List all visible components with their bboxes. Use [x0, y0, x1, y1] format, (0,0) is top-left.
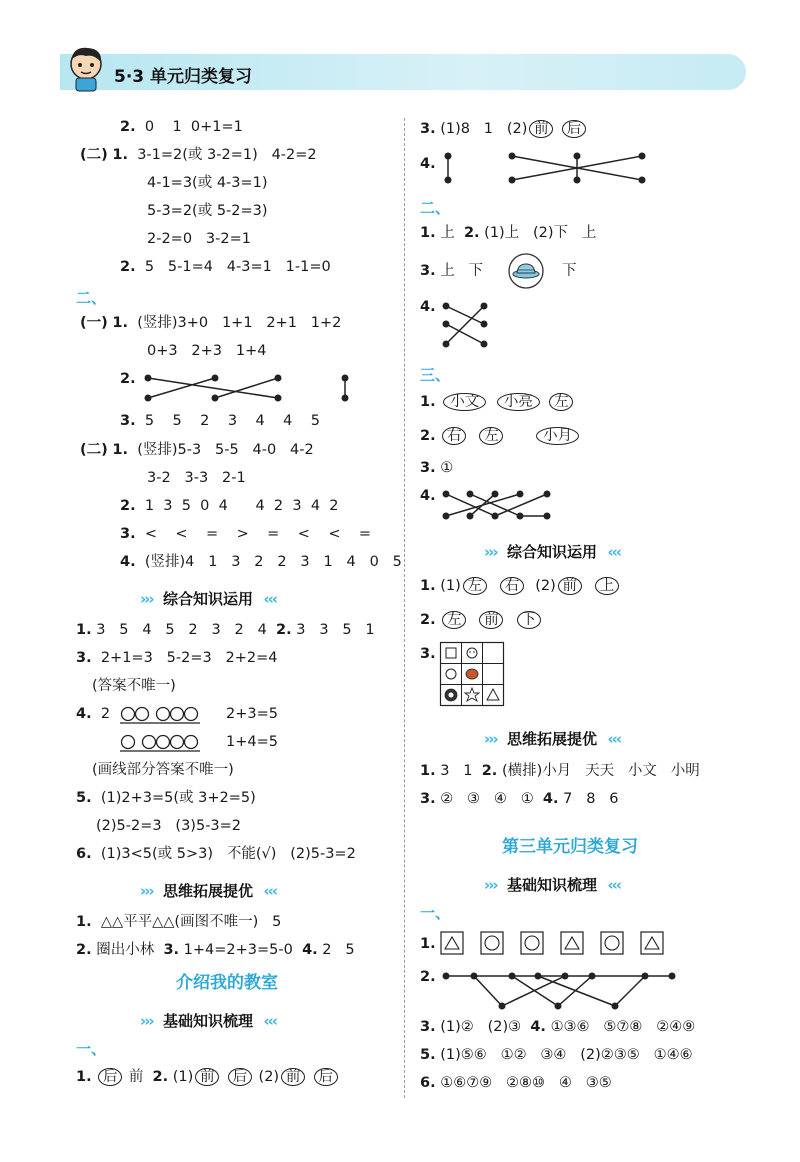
answer-text: ①⑥⑦⑨ ②⑧⑩ ④ ③⑤	[440, 1075, 612, 1091]
circled-answer: 前	[195, 1068, 219, 1086]
answer-text: ② ③ ④ ①	[440, 791, 534, 807]
num-label: 1.	[112, 442, 128, 458]
answer-text: 3 3 5 1	[296, 622, 375, 638]
item-1-line	[76, 621, 375, 639]
answer-text: (1)2+3=5(或 3+2=5)	[100, 790, 256, 806]
answer-text: 上	[440, 225, 455, 241]
arrow-left-icon: ‹‹‹	[263, 590, 277, 608]
num-label: 2.	[463, 225, 480, 241]
circled-answer: 后	[98, 1068, 122, 1086]
answer-text: 0 1 0+1=1	[144, 119, 243, 135]
banner-title: 基础知识梳理	[163, 1012, 254, 1030]
item-6-line	[76, 845, 356, 863]
circled-answer: 左	[549, 393, 573, 411]
num-label: 1.	[76, 914, 92, 930]
circled-answer: 下	[517, 611, 541, 629]
matching-lines-diagram	[140, 368, 360, 408]
item-yi-1	[80, 314, 341, 332]
item-3-line	[76, 649, 278, 667]
arrow-right-icon: ›››	[484, 876, 497, 894]
num-label: 4.	[120, 554, 136, 570]
answer-text: (2)5-2=3 (3)5-3=2	[96, 818, 242, 834]
answer-text: 1+4=2+3=5-0	[183, 942, 293, 958]
num-label: 2.	[120, 119, 136, 135]
circled-answer: 小亮	[497, 393, 540, 411]
num-label: 3.	[163, 942, 180, 958]
num-label: 2.	[76, 942, 92, 958]
circled-answer: 前	[529, 120, 553, 138]
circled-answer: 前	[558, 577, 582, 595]
arrow-left-icon: ‹‹‹	[607, 730, 621, 748]
item-3-line	[120, 525, 371, 543]
answer-text: (1)8 1 (2)	[440, 121, 528, 137]
item-2-line	[420, 427, 582, 445]
answer-text: 4-1=3(或 4-3=1)	[147, 175, 268, 191]
num-label: 1.	[76, 622, 92, 638]
banner-title: 综合知识运用	[507, 543, 598, 561]
item-3-line	[420, 645, 436, 663]
banner-title: 综合知识运用	[163, 590, 254, 608]
answer-text: 3 1	[440, 763, 473, 779]
circled-answer: 前	[479, 611, 503, 629]
num-label: 4.	[420, 156, 436, 172]
item-1-line	[420, 224, 596, 242]
num-label: 6.	[420, 1075, 436, 1091]
item-4-line	[420, 487, 436, 505]
num-label: 1.	[420, 225, 436, 241]
arrow-right-icon: ›››	[140, 590, 153, 608]
item-4-line	[120, 553, 402, 571]
item-3-line	[120, 412, 320, 430]
answer-text: 3 5 4 5 2 3 2 4	[96, 622, 267, 638]
mascot-icon	[64, 44, 108, 92]
circled-answer: 左	[463, 577, 487, 595]
num-label: 1.	[420, 936, 436, 952]
answer-text: 2+3=5	[226, 706, 278, 722]
answer-text: 5-3=2(或 5-2=3)	[147, 203, 268, 219]
answer-text: 上 下	[440, 263, 484, 279]
banner-title: 思维拓展提优	[163, 882, 254, 900]
num-label: 4.	[420, 299, 436, 315]
subsection-title: (二)	[80, 442, 108, 458]
subsection-title: (二)	[80, 147, 108, 163]
num-label: 3.	[120, 526, 136, 542]
num-label: 2.	[276, 622, 292, 638]
answer-text: 前	[128, 1069, 144, 1085]
arrow-right-icon: ›››	[140, 1012, 153, 1030]
item-2-line	[120, 497, 338, 515]
banner-basic	[484, 874, 620, 895]
num-label: 5.	[76, 790, 92, 806]
matching-lines-diagram	[440, 150, 660, 190]
circled-answer: 左	[442, 611, 466, 629]
num-label: 2.	[152, 1069, 169, 1085]
item-4-line	[76, 705, 110, 723]
item-5-line	[76, 789, 256, 807]
answer-text: 5 5-1=4 4-3=1 1-1=0	[144, 259, 331, 275]
answer-text: (2)	[535, 578, 556, 594]
answer-text: 5 5 2 3 4 4 5	[144, 413, 321, 429]
answer-text: (竖排)5-3 5-5 4-0 4-2	[137, 442, 314, 458]
answer-text: (竖排)3+0 1+1 2+1 1+2	[137, 315, 342, 331]
num-label: 1.	[76, 1069, 92, 1085]
circled-answer: 前	[281, 1068, 305, 1086]
num-label: 2.	[481, 763, 498, 779]
num-label: 3.	[420, 1019, 436, 1035]
matching-lines-diagram	[440, 968, 680, 1014]
num-label: 5.	[420, 1047, 436, 1063]
circled-answer: 右	[442, 427, 466, 445]
item-4-line	[420, 298, 436, 316]
answer-text: 2	[100, 706, 111, 722]
num-label: 3.	[420, 791, 436, 807]
num-label: 2.	[420, 969, 436, 985]
answer-text: (1)	[172, 1069, 194, 1085]
num-label: 2.	[120, 498, 136, 514]
answer-note: (答案不唯一)	[92, 678, 176, 694]
item-2-line	[420, 968, 436, 986]
circled-answer: 后	[228, 1068, 252, 1086]
banner-comprehensive	[484, 541, 620, 562]
num-label: 1.	[420, 763, 436, 779]
num-label: 3.	[420, 460, 436, 476]
column-divider	[404, 118, 405, 1098]
num-label: 3.	[420, 121, 436, 137]
answer-text: (1)② (2)③	[440, 1019, 522, 1035]
arrow-right-icon: ›››	[484, 730, 497, 748]
hat-icon	[507, 252, 545, 290]
answer-text: ①	[440, 460, 454, 476]
section-two-title: 二、	[76, 289, 107, 307]
header-title: 5·3 单元归类复习	[114, 67, 253, 87]
answer-text: 3-1=2(或 3-2=1) 4-2=2	[137, 147, 317, 163]
item-5-line	[420, 1046, 693, 1064]
item-1-line	[76, 913, 281, 931]
answer-text: (1)3<5(或 5>3) 不能(√) (2)5-3=2	[100, 846, 356, 862]
answer-text: 3-2 3-3 2-1	[147, 470, 246, 486]
item-6-line	[420, 1074, 612, 1092]
section-one-title: 一、	[76, 1040, 107, 1058]
num-label: 3.	[420, 263, 436, 279]
item-1-line	[420, 577, 621, 595]
num-label: 3.	[76, 650, 92, 666]
item-2-line	[76, 941, 355, 959]
answer-text: (1)	[440, 578, 461, 594]
num-label: 2.	[120, 259, 136, 275]
answer-text: (横排)小月 天天 小文 小明	[501, 763, 700, 779]
section-two-title: 二、	[420, 199, 451, 217]
circled-answer: 上	[595, 577, 619, 595]
lesson-title: 介绍我的教室	[176, 973, 278, 993]
item-3-line	[420, 120, 588, 138]
circled-answer: 小文	[443, 393, 486, 411]
item-1-line	[76, 1068, 340, 1086]
answer-text: < < = > = < < =	[144, 526, 372, 542]
circled-answer: 后	[314, 1068, 338, 1086]
num-label: 1.	[420, 578, 436, 594]
num-label: 4.	[76, 706, 92, 722]
num-label: 4.	[420, 488, 436, 504]
unit-title: 第三单元归类复习	[502, 837, 638, 857]
item-2-line	[120, 118, 243, 136]
answer-text: 下	[562, 263, 577, 279]
answer-text: 2 5	[322, 942, 355, 958]
circled-answer: 右	[500, 577, 524, 595]
num-label: 4.	[302, 942, 318, 958]
item-2-line	[120, 258, 331, 276]
num-label: 3.	[420, 646, 436, 662]
matching-lines-diagram	[440, 488, 570, 524]
answer-text: 2-2=0 3-2=1	[147, 231, 251, 247]
banner-comprehensive	[140, 588, 276, 609]
item-er-1	[80, 146, 317, 164]
num-label: 1.	[420, 394, 436, 410]
answer-text: 1 3 5 0 4 4 2 3 4 2	[144, 498, 339, 514]
num-label: 6.	[76, 846, 92, 862]
section-three-title: 三、	[420, 366, 451, 384]
subsection-title: (一)	[80, 315, 108, 331]
answer-text: (1)⑤⑥ ①② ③④ (2)②③⑤ ①④⑥	[440, 1047, 693, 1063]
arrow-right-icon: ›››	[140, 882, 153, 900]
shape-boxes	[440, 931, 670, 957]
num-label: 2.	[120, 371, 136, 387]
num-label: 4.	[542, 791, 559, 807]
answer-text: 2+1=3 5-2=3 2+2=4	[100, 650, 278, 666]
banner-title: 基础知识梳理	[507, 876, 598, 894]
item-1-line	[420, 762, 700, 780]
circled-answer: 左	[479, 427, 503, 445]
banner-thinking	[484, 728, 620, 749]
item-3-line	[420, 790, 618, 808]
item-3-line	[420, 1018, 695, 1036]
answer-text: 0+3 2+3 1+4	[147, 343, 267, 359]
arrow-left-icon: ‹‹‹	[263, 1012, 277, 1030]
shape-grid	[440, 642, 506, 708]
circled-answer: 后	[562, 120, 586, 138]
answer-text: 圈出小林	[96, 942, 155, 958]
item-1-line	[420, 393, 575, 411]
num-label: 1.	[112, 315, 128, 331]
num-label: 2.	[420, 428, 436, 444]
banner-thinking	[140, 880, 276, 901]
num-label: 2.	[420, 612, 436, 628]
arrow-left-icon: ‹‹‹	[263, 882, 277, 900]
num-label: 1.	[112, 147, 128, 163]
section-one-title: 一、	[420, 904, 451, 922]
arrow-right-icon: ›››	[484, 543, 497, 561]
answer-text: 7 8 6	[563, 791, 619, 807]
answer-note: (画线部分答案不唯一)	[92, 762, 234, 778]
item-3-line	[420, 262, 483, 280]
item-4-line	[420, 155, 436, 173]
answer-text: (竖排)4 1 3 2 2 3 1 4 0 5	[144, 554, 402, 570]
answer-text: 1+4=5	[226, 734, 278, 750]
arrow-left-icon: ‹‹‹	[607, 876, 621, 894]
answer-text: △△平平△△(画图不唯一) 5	[100, 914, 282, 930]
item-3-line	[420, 459, 453, 477]
matching-lines-diagram	[440, 300, 500, 350]
answer-text: ①③⑥ ⑤⑦⑧ ②④⑨	[550, 1019, 696, 1035]
answer-text: (1)上 (2)下 上	[484, 225, 597, 241]
item-2-line	[120, 370, 136, 388]
answer-text: (2)	[258, 1069, 280, 1085]
item-1-line	[420, 935, 436, 953]
banner-basic	[140, 1010, 276, 1031]
num-label: 4.	[530, 1019, 546, 1035]
circled-answer: 小月	[536, 427, 579, 445]
banner-title: 思维拓展提优	[507, 730, 598, 748]
item-er2-1	[80, 441, 314, 459]
num-label: 3.	[120, 413, 136, 429]
arrow-left-icon: ‹‹‹	[607, 543, 621, 561]
item-2-line	[420, 611, 543, 629]
